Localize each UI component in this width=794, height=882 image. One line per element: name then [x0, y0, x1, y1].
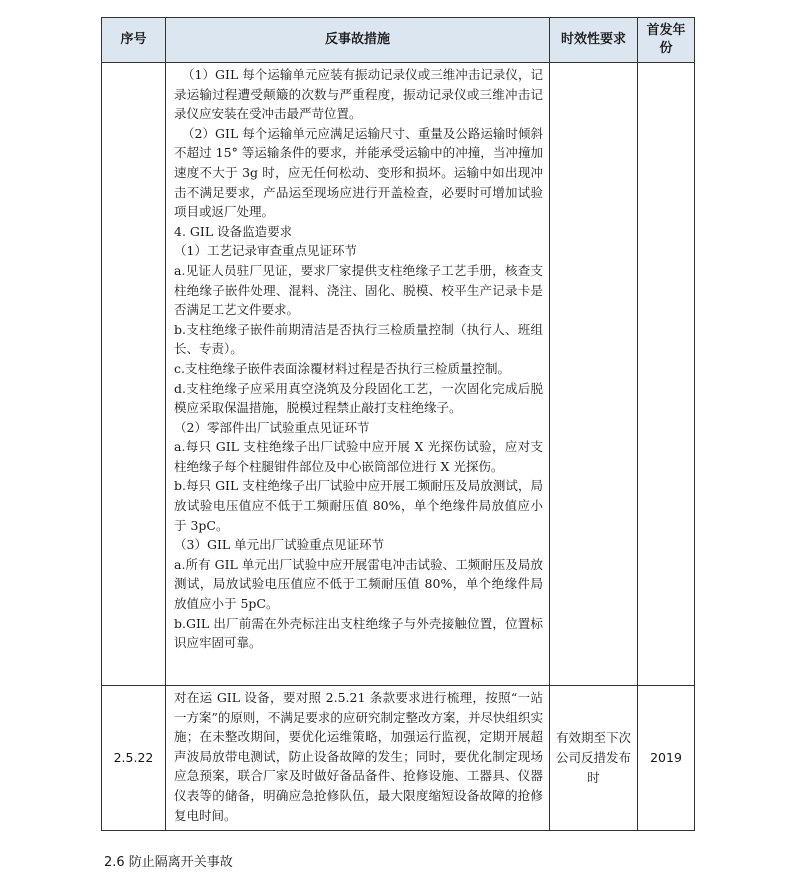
cell-timeliness-continuation — [550, 63, 638, 686]
measure-line: a.所有 GIL 单元出厂试验中应开展雷电冲击试验、工频耐压及局放测试，局放试验电压值应不低于工频耐压值 80%，单个绝缘件局放值应小于 5pC。 — [174, 556, 543, 612]
table-header-row — [102, 18, 695, 63]
header-timeliness: 时效性要求 — [550, 18, 638, 63]
measure-line: c.支柱绝缘子嵌件表面涂覆材料过程是否执行三检质量控制。 — [174, 360, 510, 376]
measure-line: （2）零部件出厂试验重点见证环节 — [174, 419, 370, 435]
cell-seq-continuation — [102, 63, 166, 686]
anti-accident-measures-table — [101, 17, 695, 831]
cell-measure — [166, 686, 550, 831]
measure-line: 4. GIL 设备监造要求 — [174, 223, 293, 239]
measure-line: b.支柱绝缘子嵌件前期清洁是否执行三检质量控制（执行人、班组长、专责）。 — [174, 321, 543, 357]
measure-text: 对在运 GIL 设备，要对照 2.5.21 条款要求进行梳理，按照“一站一方案”的原则，不满足要求的应研究制定整改方案，并尽快组织实施；在未整改期间，要优化运维策略，加强运行监视，定期开展超声波局放带电测试，防止设备故障的发生；同时，要优化制定现场应急预案，联合厂家及时做好备品备件、抢修设施、工器具、仪器仪表等的储备，明确应急抢修队伍，最大限度缩短设备故障的抢修复电时间。 — [174, 690, 543, 823]
cell-seq: 2.5.22 — [102, 686, 166, 831]
section-heading: 2.6 防止隔离开关事故 — [104, 855, 233, 870]
cell-first-year-continuation — [638, 63, 695, 686]
measure-line: a.见证人员驻厂见证，要求厂家提供支柱绝缘子工艺手册，核查支柱绝缘子嵌件处理、混料、浇注、固化、脱模、校平生产记录卡是否满足工艺文件要求。 — [174, 262, 543, 318]
measure-line: b.GIL 出厂前需在外壳标注出支柱绝缘子与外壳接触位置，位置标识应牢固可靠。 — [174, 615, 543, 651]
measure-line: b.每只 GIL 支柱绝缘子出厂试验中应开展工频耐压及局放测试，局放试验电压值应不低于工频耐压值 80%，单个绝缘件局放值应小于 3pC。 — [174, 478, 543, 533]
cell-measure-continuation — [166, 63, 550, 686]
header-first-year-label: 首发年份 — [646, 23, 686, 56]
measure-line: （1）工艺记录审查重点见证环节 — [174, 243, 357, 259]
table-row-2-5-22 — [102, 686, 695, 831]
table-row-continuation — [102, 63, 695, 686]
measure-line: d.支柱绝缘子应采用真空浇筑及分段固化工艺，一次固化完成后脱模应采取保温措施，脱模过程禁止敲打支柱绝缘子。 — [174, 380, 543, 416]
header-first-year — [638, 18, 695, 63]
cell-timeliness — [550, 686, 638, 831]
cell-first-year: 2019 — [638, 686, 695, 831]
measure-line: （2）GIL 每个运输单元应满足运输尺寸、重量及公路运输时倾斜不超过 15° 等运输条件的要求，并能承受运输中的冲撞，当冲撞加速度不大于 3g 时，应无任何松动、变形和损坏。运输中如出现冲击不满足要求，产品运至现场应进行开盖检查，必要时可增加试验项目或返厂处理。 — [174, 125, 543, 220]
timeliness-text: 有效期至下次公司反措发布时 — [556, 730, 632, 785]
header-seq: 序号 — [102, 18, 166, 63]
header-measure: 反事故措施 — [166, 18, 550, 63]
measure-line: a.每只 GIL 支柱绝缘子出厂试验中应开展 X 光探伤试验，应对支柱绝缘子每个柱腿钳件部位及中心嵌筒部位进行 X 光探伤。 — [174, 439, 543, 474]
measure-line: （1）GIL 每个运输单元应装有振动记录仪或三维冲击记录仪，记录运输过程遭受颠簸的次数与严重程度，振动记录仪或三维冲击记录仪应安装在受冲击最严苛位置。 — [174, 67, 543, 122]
measure-line: （3）GIL 单元出厂试验重点见证环节 — [174, 537, 385, 553]
